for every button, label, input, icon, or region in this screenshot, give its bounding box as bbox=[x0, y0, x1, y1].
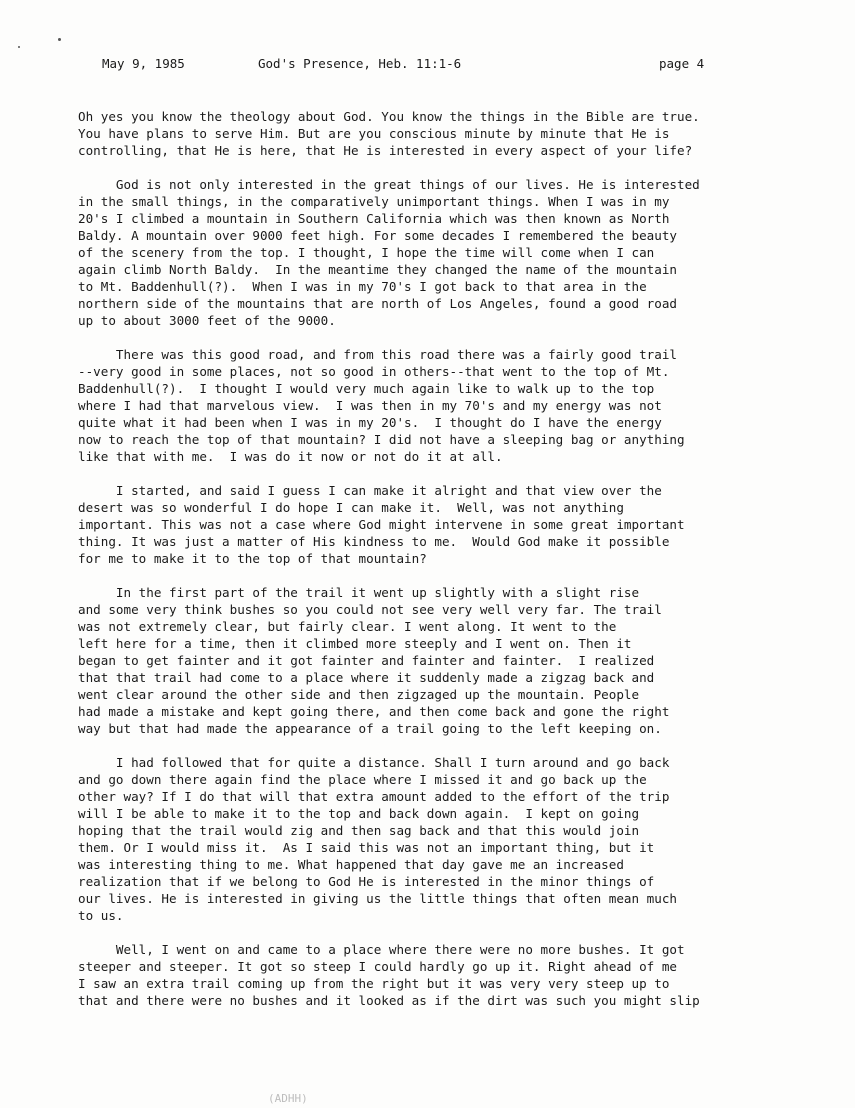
text-line: began to get fainter and it got fainter and fainter and fainter. I realized bbox=[78, 653, 655, 668]
text-line: now to reach the top of that mountain? I did not have a sleeping bag or anything bbox=[78, 432, 685, 447]
header-page-number: page 4 bbox=[659, 56, 705, 71]
text-line: Oh yes you know the theology about God. You know the things in the Bible are true. bbox=[78, 109, 700, 124]
paragraph bbox=[78, 754, 778, 924]
text-line: There was this good road, and from this road there was a fairly good trail bbox=[78, 347, 677, 362]
text-line: I had followed that for quite a distance. Shall I turn around and go back bbox=[78, 755, 670, 770]
paragraph bbox=[78, 346, 778, 465]
faint-footer-mark: (ADHH) bbox=[268, 1092, 308, 1105]
text-line: left here for a time, then it climbed more steeply and I went on. Then it bbox=[78, 636, 632, 651]
paragraph bbox=[78, 584, 778, 737]
paragraph bbox=[78, 176, 778, 329]
sermon-body bbox=[78, 108, 778, 1026]
text-line: was interesting thing to me. What happened that day gave me an increased bbox=[78, 857, 624, 872]
text-line: In the first part of the trail it went up slightly with a slight rise bbox=[78, 585, 640, 600]
text-line: desert was so wonderful I do hope I can make it. Well, was not anything bbox=[78, 500, 624, 515]
text-line: You have plans to serve Him. But are you conscious minute by minute that He is bbox=[78, 126, 670, 141]
text-line: way but that had made the appearance of a trail going to the left keeping on. bbox=[78, 721, 662, 736]
text-line: was not extremely clear, but fairly clear. I went along. It went to the bbox=[78, 619, 617, 634]
text-line: and go down there again find the place where I missed it and go back up the bbox=[78, 772, 647, 787]
text-line: them. Or I would miss it. As I said this was not an important thing, but it bbox=[78, 840, 655, 855]
text-line: for me to make it to the top of that mountain? bbox=[78, 551, 427, 566]
text-line: other way? If I do that will that extra amount added to the effort of the trip bbox=[78, 789, 670, 804]
text-line: and some very think bushes so you could not see very well very far. The trail bbox=[78, 602, 662, 617]
text-line: Baddenhull(?). I thought I would very much again like to walk up to the top bbox=[78, 381, 655, 396]
text-line: will I be able to make it to the top and back down again. I kept on going bbox=[78, 806, 640, 821]
paragraph bbox=[78, 482, 778, 567]
text-line: that that trail had come to a place where it suddenly made a zigzag back and bbox=[78, 670, 655, 685]
text-line: thing. It was just a matter of His kindness to me. Would God make it possible bbox=[78, 534, 670, 549]
text-line: to Mt. Baddenhull(?). When I was in my 70's I got back to that area in the bbox=[78, 279, 647, 294]
text-line: quite what it had been when I was in my 20's. I thought do I have the energy bbox=[78, 415, 662, 430]
scan-speck bbox=[18, 46, 20, 48]
header-date: May 9, 1985 bbox=[102, 56, 185, 71]
text-line: --very good in some places, not so good in others--that went to the top of Mt. bbox=[78, 364, 670, 379]
text-line: Well, I went on and came to a place where there were no more bushes. It got bbox=[78, 942, 685, 957]
text-line: God is not only interested in the great things of our lives. He is interested bbox=[78, 177, 700, 192]
text-line: that and there were no bushes and it looked as if the dirt was such you might slip bbox=[78, 993, 700, 1008]
text-line: hoping that the trail would zig and then sag back and that this would join bbox=[78, 823, 640, 838]
page-header bbox=[0, 56, 855, 76]
text-line: of the scenery from the top. I thought, I hope the time will come when I can bbox=[78, 245, 655, 260]
text-line: again climb North Baldy. In the meantime they changed the name of the mountain bbox=[78, 262, 677, 277]
text-line: I started, and said I guess I can make it alright and that view over the bbox=[78, 483, 662, 498]
text-line: to us. bbox=[78, 908, 124, 923]
paragraph bbox=[78, 108, 778, 159]
text-line: 20's I climbed a mountain in Southern California which was then known as North bbox=[78, 211, 670, 226]
text-line: in the small things, in the comparatively unimportant things. When I was in my bbox=[78, 194, 670, 209]
text-line: important. This was not a case where God might intervene in some great important bbox=[78, 517, 685, 532]
scan-speck bbox=[58, 38, 61, 41]
text-line: our lives. He is interested in giving us the little things that often mean much bbox=[78, 891, 677, 906]
text-line: I saw an extra trail coming up from the right but it was very very steep up to bbox=[78, 976, 670, 991]
text-line: steeper and steeper. It got so steep I could hardly go up it. Right ahead of me bbox=[78, 959, 677, 974]
text-line: up to about 3000 feet of the 9000. bbox=[78, 313, 336, 328]
text-line: had made a mistake and kept going there, and then come back and gone the right bbox=[78, 704, 670, 719]
text-line: went clear around the other side and then zigzaged up the mountain. People bbox=[78, 687, 640, 702]
text-line: realization that if we belong to God He is interested in the minor things of bbox=[78, 874, 655, 889]
paragraph bbox=[78, 941, 778, 1009]
text-line: Baldy. A mountain over 9000 feet high. For some decades I remembered the beauty bbox=[78, 228, 677, 243]
text-line: where I had that marvelous view. I was then in my 70's and my energy was not bbox=[78, 398, 662, 413]
header-title: God's Presence, Heb. 11:1-6 bbox=[258, 56, 462, 71]
text-line: northern side of the mountains that are north of Los Angeles, found a good road bbox=[78, 296, 677, 311]
text-line: controlling, that He is here, that He is interested in every aspect of your life? bbox=[78, 143, 693, 158]
text-line: like that with me. I was do it now or not do it at all. bbox=[78, 449, 503, 464]
